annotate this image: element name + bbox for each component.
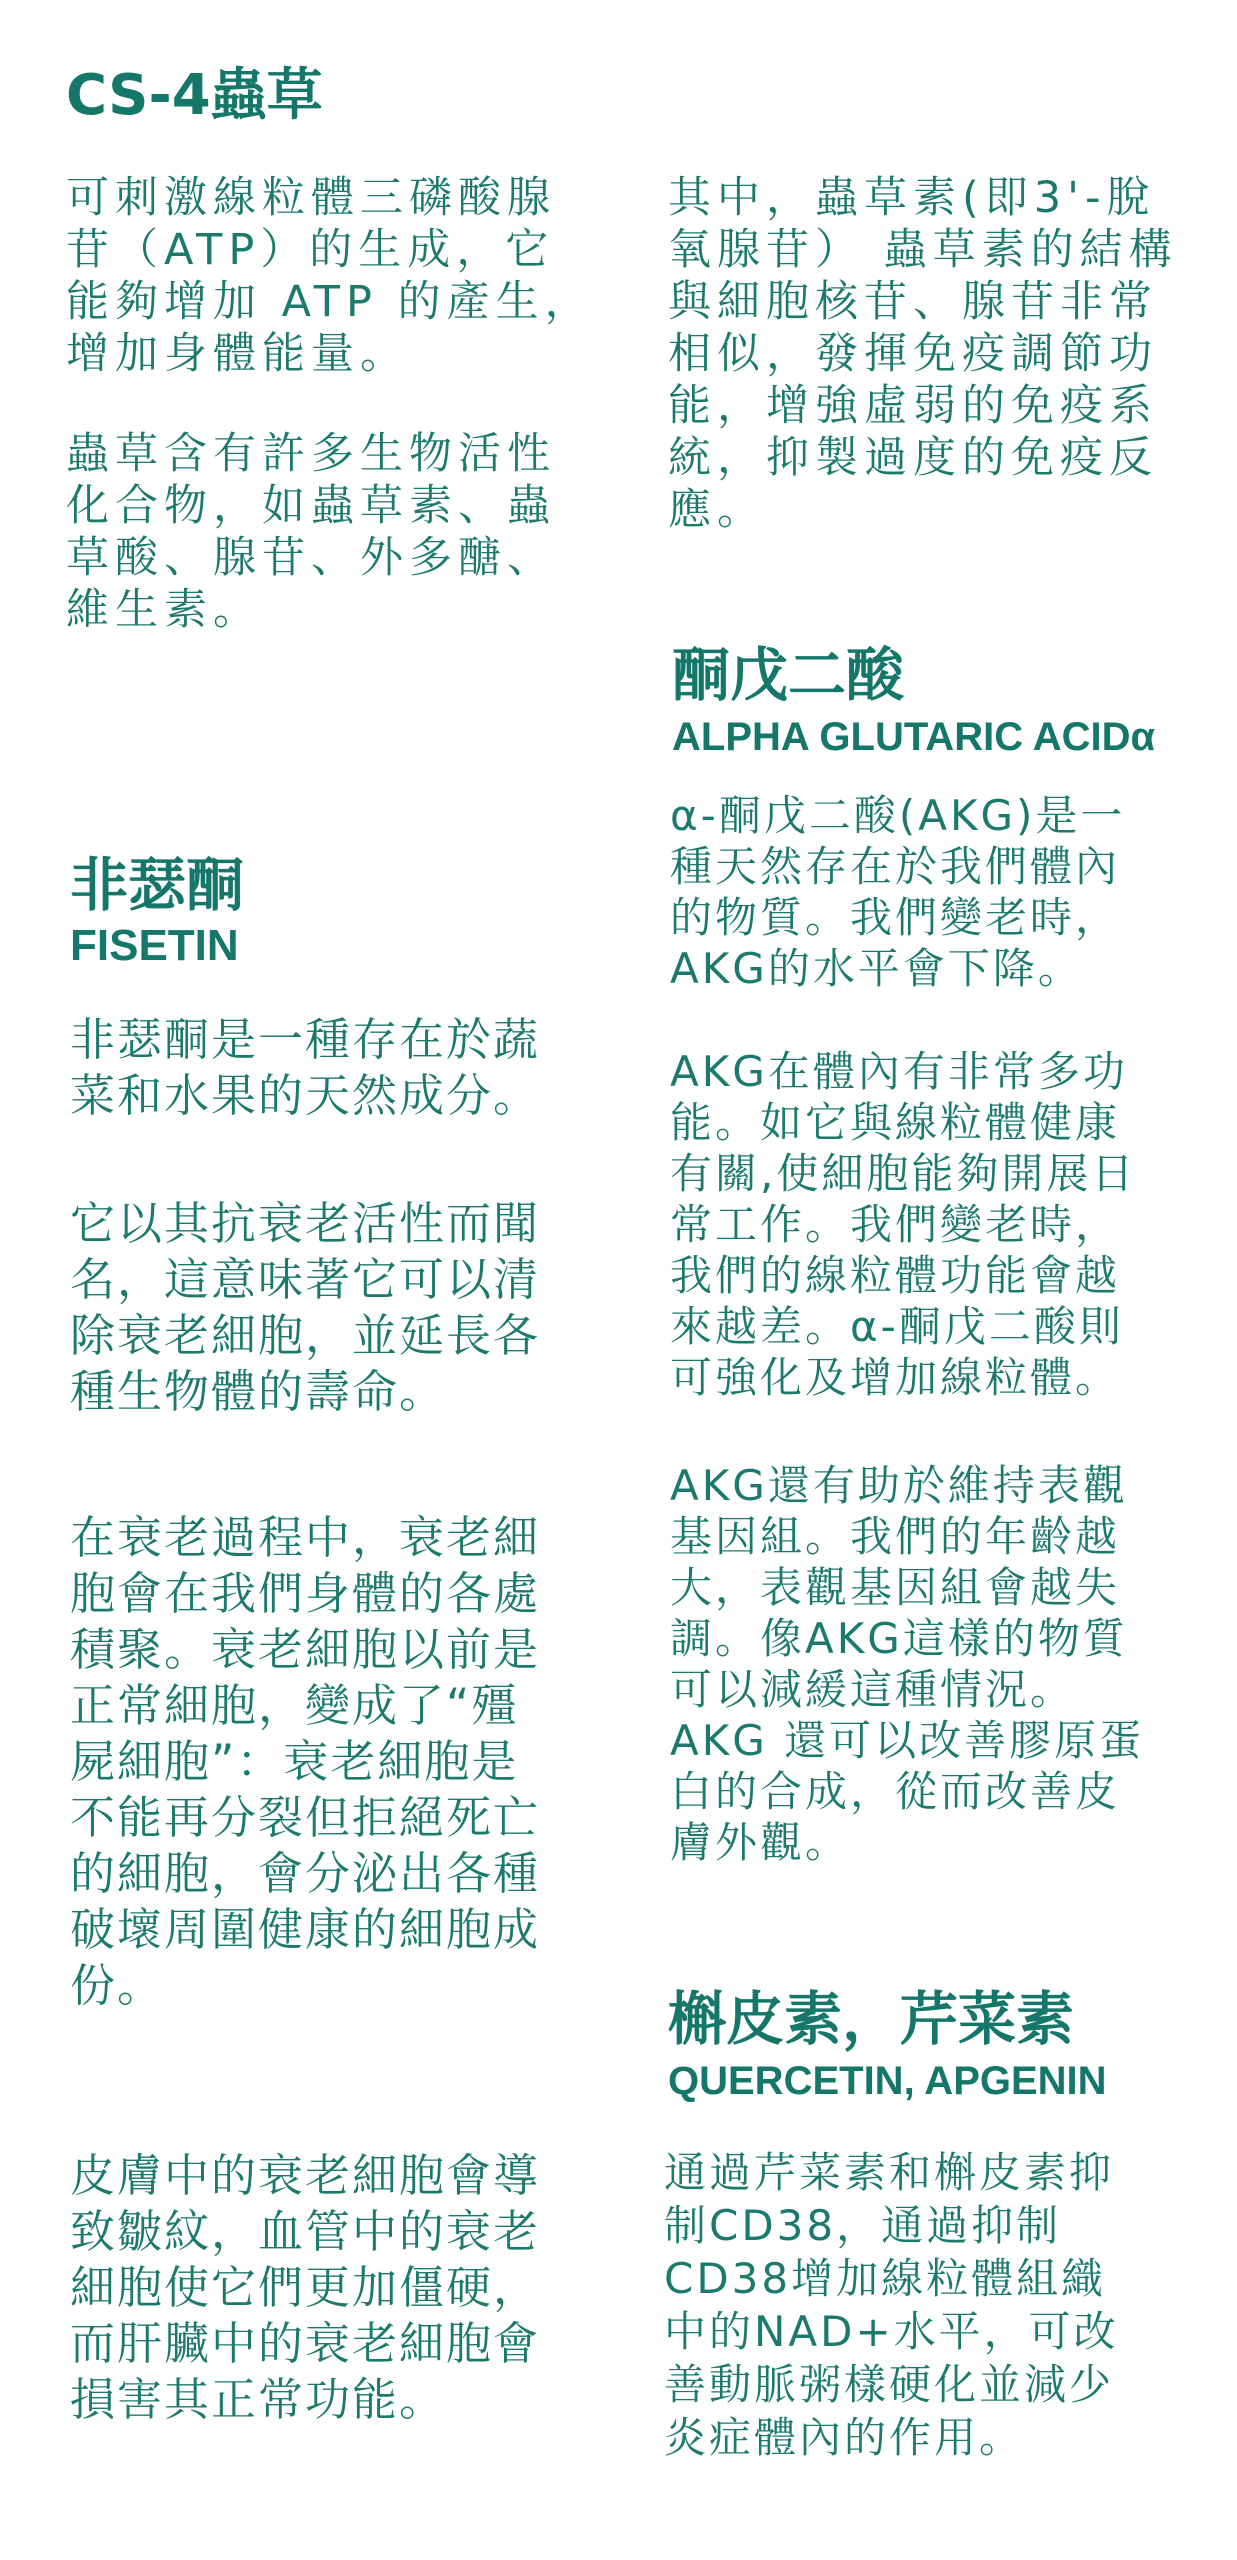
- cs4-paragraph-1: 可刺激線粒體三磷酸腺 苷（ATP）的生成，它 能夠增加 ATP 的產生， 增加身體能量。: [66, 173, 594, 379]
- cs4-title: CS-4蟲草: [66, 63, 323, 128]
- fisetin-paragraph-3: 在衰老過程中，衰老細 胞會在我們身體的各處 積聚。衰老細胞以前是 正常細胞，變成了“殭 屍細胞”：衰老細胞是 不能再分裂但拒絕死亡 的細胞，會分泌出各種 破壞周圍健康的細胞成 份。: [70, 1511, 541, 2012]
- akg-paragraph-1: α-酮戊二酸(AKG)是一 種天然存在於我們體內 的物質。我們變老時， AKG的水平會下降。: [670, 791, 1126, 993]
- cs4-paragraph-3: 其中，蟲草素(即3'-脫 氧腺苷） 蟲草素的結構 與細胞核苷、腺苷非常 相似，發揮免疫調節功 能，增強虛弱的免疫系 統，抑製過度的免疫反 應。: [668, 173, 1178, 535]
- cs4-paragraph-2: 蟲草含有許多生物活性 化合物，如蟲草素、蟲 草酸、腺苷、外多醣、 維生素。: [66, 429, 556, 635]
- quercetin-title: 槲皮素，芹菜素: [668, 1985, 1075, 2053]
- quercetin-subtitle: QUERCETIN, APGENIN: [668, 2059, 1107, 2103]
- quercetin-paragraph-1: 通過芹菜素和槲皮素抑 制CD38，通過抑制 CD38增加線粒體組織 中的NAD+水平，可改 善動脈粥樣硬化並減少 炎症體內的作用。: [664, 2148, 1119, 2462]
- fisetin-paragraph-1: 非瑟酮是一種存在於蔬 菜和水果的天然成分。: [70, 1013, 541, 1122]
- fisetin-subtitle: FISETIN: [70, 921, 239, 970]
- akg-paragraph-2: AKG在體內有非常多功 能。如它與線粒體健康 有關,使細胞能夠開展日 常工作。我們變老時， 我們的線粒體功能會越 來越差。α-酮戊二酸則 可強化及增加線粒體。: [670, 1047, 1137, 1402]
- fisetin-title: 非瑟酮: [70, 851, 245, 919]
- akg-title: 酮戊二酸: [672, 641, 905, 709]
- fisetin-paragraph-4: 皮膚中的衰老細胞會導 致皺紋，血管中的衰老 細胞使它們更加僵硬， 而肝臟中的衰老細胞會 損害其正常功能。: [70, 2149, 541, 2426]
- fisetin-paragraph-2: 它以其抗衰老活性而聞 名，這意味著它可以清 除衰老細胞，並延長各 種生物體的壽命。: [70, 1197, 541, 1418]
- akg-subtitle: ALPHA GLUTARIC ACIDα: [672, 715, 1156, 759]
- akg-paragraph-3: AKG還有助於維持表觀 基因組。我們的年齡越 大，表觀基因組會越失 調。像AKG這樣的物質 可以減緩這種情況。 AKG 還可以改善膠原蛋 白的合成，從而改善皮 膚外觀。: [670, 1461, 1145, 1867]
